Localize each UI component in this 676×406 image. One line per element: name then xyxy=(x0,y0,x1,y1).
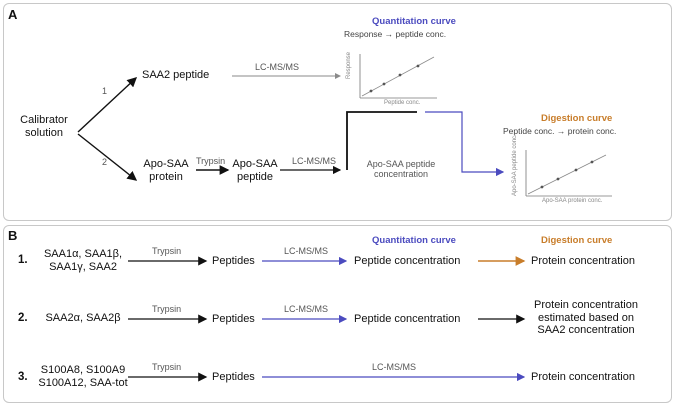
saa2-peptide: SAA2 peptide xyxy=(142,69,210,81)
row3-input-line-1: S100A8, S100A9 xyxy=(40,364,126,376)
apo-saa-protein xyxy=(138,158,194,183)
digest-curve-subtitle: Peptide conc. → protein conc. xyxy=(503,126,617,136)
row1-peptides: Peptides xyxy=(212,255,255,267)
header-digest-curve: Digestion curve xyxy=(541,235,613,246)
row3-peptides: Peptides xyxy=(212,371,255,383)
apo-saa-peptide-line-1: Apo-SAA xyxy=(232,158,278,170)
row2-peptides: Peptides xyxy=(212,313,255,325)
apo-conc-line-2: concentration xyxy=(373,169,429,180)
trypsin-label-a: Trypsin xyxy=(196,156,226,166)
row3-output: Protein concentration xyxy=(531,371,635,383)
row1-number: 1. xyxy=(18,254,28,266)
row1-input xyxy=(38,248,128,273)
apo-saa-peptide xyxy=(228,158,282,183)
row1-trypsin: Trypsin xyxy=(152,246,182,256)
row3-lcms: LC-MS/MS xyxy=(372,362,417,372)
quant-curve-subtitle: Response → peptide conc. xyxy=(344,29,447,39)
quant-plot-ylabel: Response xyxy=(346,51,352,79)
header-quant-curve: Quantitation curve xyxy=(372,235,456,246)
digest-plot-xlabel: Apo-SAA protein conc. xyxy=(542,198,603,204)
branch-1-label: 1 xyxy=(102,86,108,96)
apo-saa-peptide-concentration xyxy=(352,159,450,180)
row2-number: 2. xyxy=(18,312,28,324)
quant-plot-xlabel: Peptide conc. xyxy=(384,100,421,106)
row1-peptide-conc: Peptide concentration xyxy=(354,255,461,267)
row2-output-line-2: estimated based on xyxy=(537,311,634,324)
branch-2-label: 2 xyxy=(102,157,108,167)
lcms-label-1: LC-MS/MS xyxy=(255,62,300,72)
row2-output-line-3: SAA2 concentration xyxy=(537,324,635,337)
row1-output: Protein concentration xyxy=(531,255,635,267)
apo-conc-line-1: Apo-SAA peptide xyxy=(366,159,436,169)
quant-curve-title: Quantitation curve xyxy=(372,16,456,27)
row1-input-line-2: SAA1γ, SAA2 xyxy=(49,260,117,273)
apo-saa-protein-line-1: Apo-SAA xyxy=(143,158,189,170)
row3-number: 3. xyxy=(18,371,28,383)
row1-lcms: LC-MS/MS xyxy=(284,246,329,256)
row3-trypsin: Trypsin xyxy=(152,362,182,372)
row2-output-line-1: Protein concentration xyxy=(534,299,638,311)
lcms-label-2: LC-MS/MS xyxy=(292,156,337,166)
calibrator-line-1: Calibrator xyxy=(20,114,68,126)
panel-b-label: B xyxy=(8,228,18,243)
row2-peptide-conc: Peptide concentration xyxy=(354,313,461,325)
digest-mini-plot xyxy=(526,150,612,196)
row1-input-line-1: SAA1α, SAA1β, xyxy=(43,248,123,260)
row2-trypsin: Trypsin xyxy=(152,304,182,314)
digest-curve-title: Digestion curve xyxy=(541,113,613,124)
calibrator-solution xyxy=(12,114,76,139)
row3-input xyxy=(38,364,128,389)
quant-mini-plot xyxy=(360,54,437,98)
row3-input-line-2: S100A12, SAA-tot xyxy=(38,376,128,389)
row2-lcms: LC-MS/MS xyxy=(284,304,329,314)
row2-input: SAA2α, SAA2β xyxy=(45,312,121,324)
panel-a-label: A xyxy=(8,7,18,22)
apo-saa-protein-line-2: protein xyxy=(149,170,183,183)
calibrator-line-2: solution xyxy=(25,126,63,139)
apo-saa-peptide-line-2: peptide xyxy=(236,170,274,183)
row2-output xyxy=(526,299,646,337)
digest-plot-ylabel: Apo-SAA peptide conc. xyxy=(512,134,518,196)
